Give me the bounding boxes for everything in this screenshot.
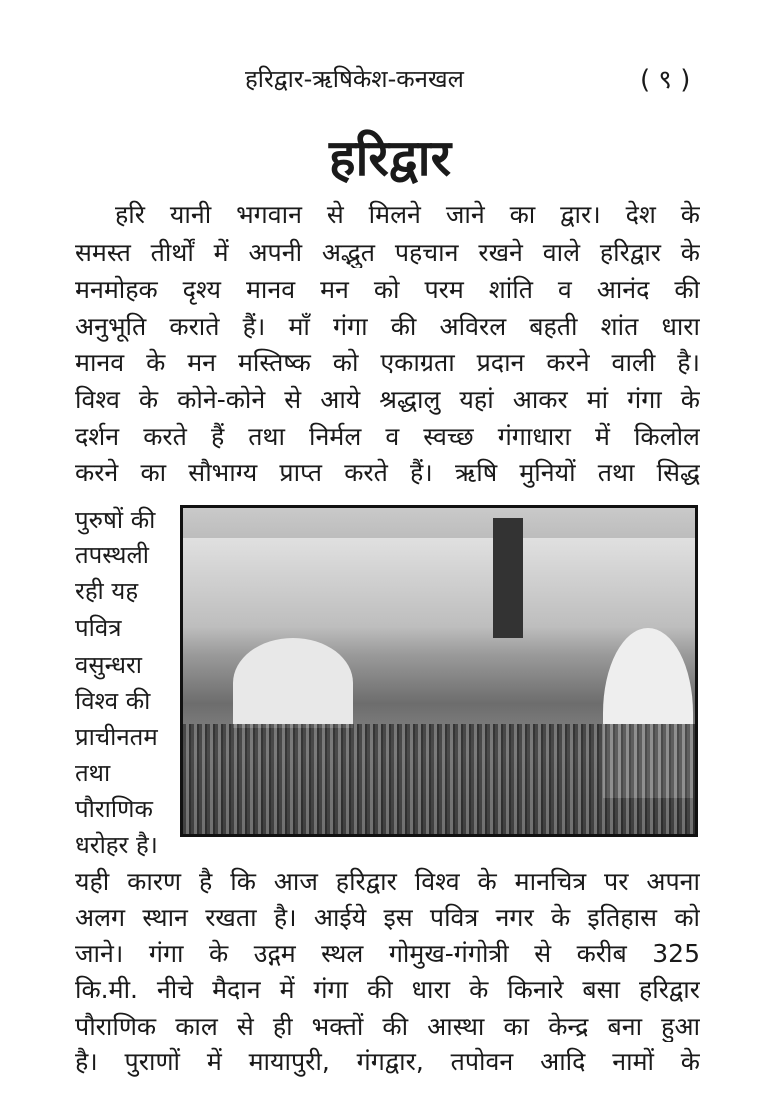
text-line: विश्व के कोने-कोने से आये श्रद्धालु यहां आकर मां गंगा के (75, 385, 700, 414)
text-line: पौराणिक काल से ही भक्तों की आस्था का केन्द्र बना हुआ (75, 1012, 700, 1041)
text-line: अलग स्थान रखता है। आईये इस पवित्र नगर के इतिहास को (75, 903, 700, 932)
text-line: कि.मी. नीचे मैदान में गंगा की धारा के किनारे बसा हरिद्वार (75, 975, 700, 1004)
text-line: समस्त तीर्थों में अपनी अद्भुत पहचान रखने वाले हरिद्वार के (75, 238, 700, 267)
photo-river (183, 538, 695, 628)
photo-crowd (183, 724, 695, 834)
running-header: हरिद्वार-ऋषिकेश-कनखल (245, 65, 464, 93)
text-line: तपस्थली (75, 541, 149, 569)
text-line: पवित्र (75, 614, 122, 642)
text-line: है। पुराणों में मायापुरी, गंगद्वार, तपोवन आदि नामों के (75, 1047, 700, 1076)
text-line: अनुभूति कराते हैं। माँ गंगा की अविरल बहती शांत धारा (75, 312, 700, 341)
page-title: हरिद्वार (328, 129, 452, 187)
text-line: रही यह (75, 577, 139, 605)
text-line: पौराणिक (75, 795, 153, 823)
text-line: प्राचीनतम (75, 723, 158, 751)
text-line: तथा (75, 759, 111, 787)
photo-temple (233, 638, 353, 728)
text-line: दर्शन करते हैं तथा निर्मल व स्वच्छ गंगाधारा में किलोल (75, 422, 700, 451)
text-line: हरि यानी भगवान से मिलने जाने का द्वार। देश के (115, 200, 700, 229)
photo-haridwar-ghat (180, 505, 698, 837)
photo-clock-tower (493, 518, 523, 638)
text-line: मनमोहक दृश्य मानव मन को परम शांति व आनंद की (75, 275, 700, 304)
text-line: जाने। गंगा के उद्गम स्थल गोमुख-गंगोत्री से करीब 325 (75, 939, 700, 968)
text-line: यही कारण है कि आज हरिद्वार विश्व के मानचित्र पर अपना (75, 867, 700, 896)
text-line: मानव के मन मस्तिष्क को एकाग्रता प्रदान करने वाली है। (75, 348, 700, 377)
text-line: वसुन्धरा (75, 651, 143, 679)
text-line: विश्व की (75, 687, 151, 715)
text-line: पुरुषों की (75, 506, 156, 534)
page-number: ( ९ ) (640, 65, 691, 95)
text-line: करने का सौभाग्य प्राप्त करते हैं। ऋषि मुनियों तथा सिद्ध (75, 458, 700, 487)
text-line: धरोहर है। (75, 831, 158, 859)
